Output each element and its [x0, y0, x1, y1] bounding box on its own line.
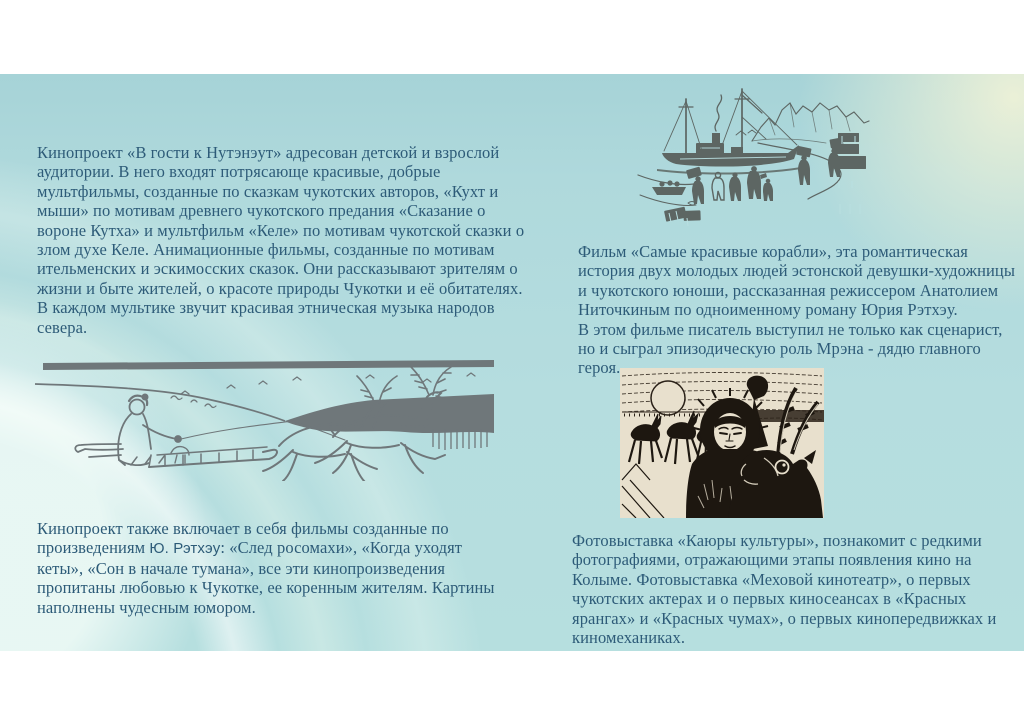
paragraph-photo-exhibitions: Фотовыставка «Каюры культуры», познакомит с редкими фотографиями, отражающими этапы появления кино на Колыме. Фотовыставка «Меховой кинотеатр», о первых чукотских актерах и о первых киносеансах в «Красных ярангах» и «Красных чумах», о первых кинопередвижках и киномеханиках. [572, 531, 997, 648]
slide-background [0, 74, 1024, 651]
crates-icon [664, 133, 866, 227]
author-name: Ю. Рэтхэу [149, 540, 221, 558]
paragraph-film-ships [578, 242, 1016, 378]
sled-icon [131, 421, 293, 467]
books-text-post: : «След росомахи», «Когда уходят кеты», «Сон в начале тумана», все эти кинопроизведения пропитаны любовью к Чукотке, ее коренным жителям. Картины наполнены чудесным юмором. [37, 538, 495, 617]
film-paragraph-line1: Фильм «Самые красивые корабли», эта романтическая история двух молодых людей эстонской девушки-художницы и чукотского юноши, рассказанная режиссером Анатолием Ниточкиным по одноименному роману Юрия Рэтхэу. [578, 242, 1016, 320]
reindeer-sled-illustration [31, 357, 498, 481]
film-paragraph-line2: В этом фильме писатель выступил не только как сценарист, но и сыграл эпизодическую роль Мрэна - дядю главного героя. [578, 319, 1003, 378]
horizon-band-icon [35, 360, 494, 450]
ship-unloading-illustration [636, 77, 873, 239]
rowboat-icon [652, 180, 686, 195]
sun-icon [651, 381, 685, 415]
paragraph-animation-films: Кинопроект «В гости к Нутэнэут» адресован детской и взрослой аудитории. В него входят потрясающе красивые, добрые мультфильмы, созданные по сказкам чукотских авторов, «Кухт и мыши» по мотивам древнего чукотского предания «Сказание о вороне Кутха» и мультфильм «Келе» по мотивам чукотской сказки о злом духе Келе. Анимационные фильмы, созданные по мотивам ительменских и эскимосских сказок. Они рассказывают зрителям о жизни и быте жителей, о красоте природы Чукотки и её обитателях. В каждом мультике звучит красивая этническая музыка народов севера. [37, 143, 525, 337]
paragraph-films-by-rytkheu [37, 519, 505, 617]
books-text-pre: Кинопроект также включает в себя фильмы созданные по произведениям [37, 519, 449, 558]
woodcut-portrait-illustration [620, 368, 824, 518]
